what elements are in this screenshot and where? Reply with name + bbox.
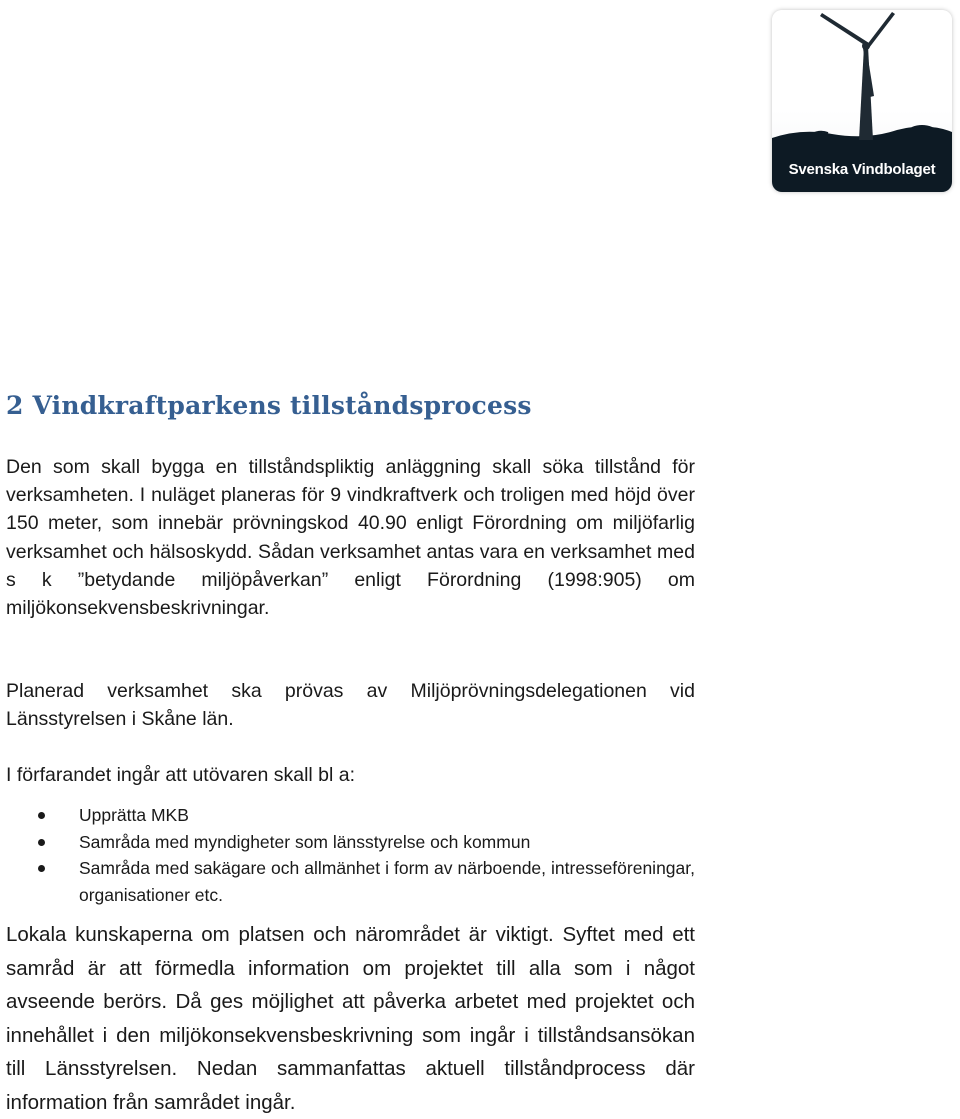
bullet-icon	[38, 865, 45, 872]
section-heading: 2 Vindkraftparkens tillståndsprocess	[6, 391, 532, 420]
logo-text: Svenska Vindbolaget	[788, 161, 936, 178]
list-item-text: Samråda med sakägare och allmänhet i form av närboende, intresseföreningar, organisationer etc.	[79, 858, 695, 905]
list-item	[38, 829, 695, 856]
company-logo	[772, 10, 952, 192]
paragraph-permit-intro: Den som skall bygga en tillståndspliktig anläggning skall söka tillstånd för verksamheten. I nuläget planeras för 9 vindkraftverk och troligen med höjd över 150 meter, som innebär prövningskod 40.90 enligt Förordning om miljöfarlig verksamhet och hälsoskydd. Sådan verksamhet antas vara en verksamhet med s k ”betydande miljöpåverkan” enligt Förordning (1998:905) om miljökonsekvensbeskrivningar.	[6, 456, 695, 620]
list-item	[38, 802, 695, 829]
bullet-icon	[38, 839, 45, 846]
procedure-list	[38, 802, 695, 908]
paragraph-review-authority: Planerad verksamhet ska prövas av Miljöprövningsdelegationen vid Länsstyrelsen i Skåne län.	[6, 680, 695, 730]
paragraph-procedure-intro: I förfarandet ingår att utövaren skall bl a:	[6, 764, 356, 786]
list-item-text: Samråda med myndigheter som länsstyrelse och kommun	[79, 831, 531, 852]
list-item	[38, 855, 695, 908]
list-item-text: Upprätta MKB	[79, 805, 189, 825]
bullet-icon	[38, 812, 45, 819]
paragraph-consultation: Lokala kunskaperna om platsen och närområdet är viktigt. Syftet med ett samråd är att förmedla information om projektet till alla som i något avseende berörs. Då ges möjlighet att påverka arbetet med projektet och innehållet i den miljökonsekvensbeskrivning som ingår i tillståndsansökan till Länsstyrelsen. Nedan sammanfattas aktuell tillståndprocess där information från samrådet ingår.	[6, 923, 695, 1114]
